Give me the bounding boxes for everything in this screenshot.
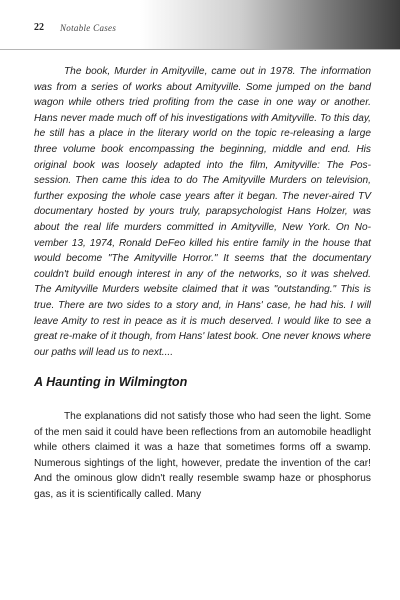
running-title: Notable Cases: [60, 23, 117, 33]
paragraph-amityville: The book, Murder in Amityville, came out in 1978. The information was from a series of works about Amityville. Some jumped on the band wagon while others tried profiting from the case in one way or another. Hans never made much off of his investigations with Amityville. To this day, he still has a place in the literary world on the topic re-releasing a large three volume book encompassing the beginning, middle and end. His original book was loosely adapted into the film, Amityville: The Pos-session. Then came this idea to do The Amityville Murders on television, further exposing the whole case years after it began. The never-aired TV documentary hosted by yours truly, parapsychologist Hans Holzer, was about the real life murders committed in Amityville, New York. On No-vember 13, 1974, Ronald DeFeo killed his entire family in the house that would become "The Amityville Horror." It seems that the documentary couldn't build enough interest in any of the networks, so it was shelved. The Amityville Murders website claimed that it was "outstanding." This is true. There are two sides to a story and, in Hans' case, he had his. I will leave Amity to rest in peace as it is much deserved. I would like to see a great re-make of it though, from Hans' latest book. One never knows where our paths will lead us to next....: [34, 66, 371, 358]
header-divider: [0, 49, 400, 50]
page-number: 22: [34, 22, 44, 33]
section-heading: A Haunting in Wilmington: [34, 375, 188, 389]
paragraph-wilmington: The explanations did not satisfy those who had seen the light. Some of the men said it could have been reflections from an automobile headlight while others claimed it was a haze that sometimes forms off a swamp. Numerous sightings of the light, however, predate the invention of the car! And the ominous glow didn't really resemble swamp haze or phosphorus gas, as it is scientifically called. Many: [34, 411, 371, 500]
